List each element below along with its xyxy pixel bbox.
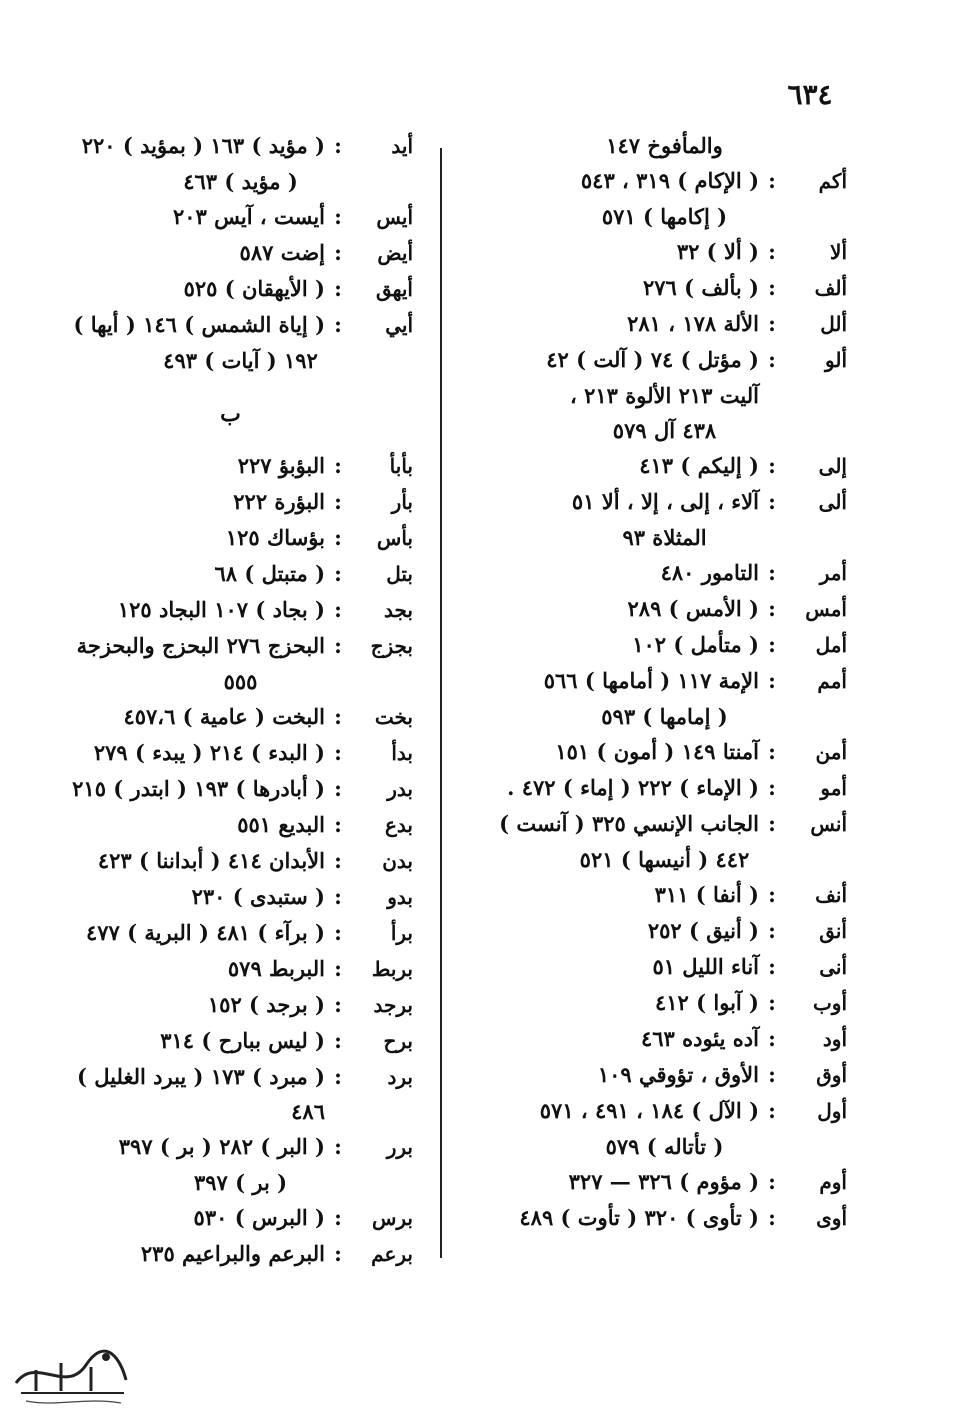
entry-separator: : [334,489,342,514]
entry-separator: : [334,312,342,337]
entry-text: آده يئوده ٤٦٣ [640,1026,759,1051]
entry-text: البرعم والبراعيم ٢٣٥ [140,1241,325,1266]
entry-continuation: ( تأتاله ) ٥٧٩ [605,1134,724,1159]
entry-separator: : [334,920,342,945]
entry-root: برأ [390,921,413,945]
index-entry [48,235,413,271]
index-entry [462,234,847,270]
entry-text: آناء الليل ٥١ [652,954,759,979]
index-entry [48,128,413,164]
entry-separator: : [768,311,776,336]
entry-separator: : [768,168,776,193]
entry-separator: : [768,347,776,372]
entry-continuation: آليت ٢١٣ الألوة ٢١٣ ، [570,383,759,408]
entry-separator: : [768,453,776,478]
entry-text: ( ألا ) ٣٢ [676,239,759,264]
entry-root: أمم [817,669,847,693]
index-entry [462,949,847,985]
entry-root: ألى [818,490,847,514]
entry-separator: : [334,453,342,478]
entry-text: البخت ( عامية ) ٤٥٧،٦ [123,704,325,729]
entry-root: برد [387,1065,413,1089]
index-entry [48,951,413,987]
entry-root: بتل [386,562,413,586]
entry-root: أمر [819,561,847,585]
entry-text: البديع ٥٥١ [237,812,325,837]
right-column [462,128,847,1236]
entry-separator: : [768,918,776,943]
index-entry [48,807,413,843]
entry-text: ( متأمل ) ١٠٢ [632,632,759,657]
index-entry [462,913,847,949]
index-entry [462,342,847,378]
index-entry [462,448,847,484]
entry-separator: : [334,561,342,586]
entry-text: ( الآل ) ١٨٤ ، ٤٩١ ، ٥٧١ [539,1098,759,1123]
entry-separator: : [768,239,776,264]
entry-separator: : [768,1169,776,1194]
entry-text: البؤبؤ ٢٢٧ [237,453,325,478]
entry-text: آمنتا ١٤٩ ( أمون ) ١٥١ [555,739,759,764]
entry-separator: : [334,276,342,301]
entry-text: ( الأمس ) ٢٨٩ [627,596,759,621]
entry-text: الأوق ، تؤوقي ١٠٩ [597,1062,759,1087]
entry-separator: : [334,1205,342,1230]
entry-text: ( البرس ) ٥٣٠ [193,1205,325,1230]
entry-text: البؤرة ٢٢٢ [233,489,325,514]
entry-separator: : [334,704,342,729]
entry-root: ألل [820,312,847,336]
index-entry [48,915,413,951]
entry-text: ( البر ) ٢٨٢ ( بر ) ٣٩٧ [118,1134,325,1159]
library-stamp-logo [6,1335,136,1413]
index-entry [48,628,413,664]
entry-continuation: ( إمامها ) ٥٩٣ [601,704,728,729]
entry-root: ألا [830,240,847,264]
entry-text: البربط ٥٧٩ [227,956,325,981]
entry-continuation: ( إكامها ) ٥٧١ [601,204,728,229]
entry-root: ألو [825,348,847,372]
entry-root: أوق [816,1063,847,1087]
entry-root: أكم [818,169,847,193]
index-entry [48,271,413,307]
left-column-bottom [48,448,413,1272]
index-entry [462,985,847,1021]
entry-root: برس [371,1206,413,1230]
entry-separator: : [334,884,342,909]
index-entry [48,1129,413,1165]
entry-root: أيض [377,241,413,265]
entry-separator: : [768,632,776,657]
entry-continuation: ٤٤٢ ( أنيسها ) ٥٢١ [579,847,750,872]
entry-root: بدو [387,885,413,909]
entry-root: أنق [819,919,847,943]
column-divider [440,148,442,1258]
index-entry [48,520,413,556]
entry-text: أيست ، آيس ٢٠٣ [172,204,325,229]
entry-root: بربط [371,957,413,981]
entry-separator: : [334,740,342,765]
entry-continuation: المثلاة ٩٣ [622,525,707,550]
entry-text: ( ستبدى ) ٢٣٠ [191,884,325,909]
entry-root: أمس [805,597,847,621]
entry-separator: : [334,1134,342,1159]
entry-root: أمن [815,740,847,764]
page-number: ٦٣٤ [787,78,833,111]
entry-separator: : [334,1241,342,1266]
left-column [48,128,413,1272]
index-entry [462,770,847,806]
index-entry [462,163,847,199]
entry-separator: : [768,489,776,514]
entry-separator: : [334,956,342,981]
entry-root: برجد [373,993,413,1017]
entry-text: ( أبادرها ) ١٩٣ ( ابتدر ) ٢١٥ [72,776,325,801]
entry-text: بؤساك ١٢٥ [225,525,325,550]
entry-root: برر [386,1135,413,1159]
entry-text: ( الإكام ) ٣١٩ ، ٥٤٣ [580,168,759,193]
entry-text: ( إياة الشمس ) ١٤٦ ( أيها ) [73,312,325,337]
entry-separator: : [334,525,342,550]
index-entry [462,1200,847,1236]
index-entry [48,199,413,235]
entry-root: بأس [376,526,413,550]
entry-root: أمل [815,633,847,657]
index-entry [48,1023,413,1059]
entry-root: بأر [391,490,413,514]
entry-root: أيس [376,205,413,229]
entry-text: ( الأيهقان ) ٥٢٥ [183,276,325,301]
entry-text: ( آبوا ) ٤١٢ [654,990,759,1015]
index-entry [48,771,413,807]
entry-text: ( إليكم ) ٤١٣ [639,453,759,478]
entry-separator: : [334,133,342,158]
entry-root: أنس [810,812,847,836]
entry-root: بدأ [391,741,413,765]
index-entry [48,1059,413,1129]
entry-root: أمو [820,776,847,800]
entry-text: إضت ٥٨٧ [239,240,325,265]
index-entry [462,1164,847,1200]
entry-root: أنف [815,883,847,907]
entry-text: الجانب الإنسي ٣٢٥ ( آنست ) [499,811,759,836]
entry-text: الإمة ١١٧ ( أمامها ) ٥٦٦ [543,668,759,693]
index-entry [462,877,847,913]
index-entry [48,699,413,735]
entry-separator: : [334,240,342,265]
entry-text: ( البدء ) ٢١٤ ( يبدء ) ٢٧٩ [93,740,325,765]
entry-root: أول [817,1099,847,1123]
entry-text: ( أنيق ) ٢٥٢ [647,918,759,943]
index-entry [462,306,847,342]
entry-root: أوم [819,1170,847,1194]
entry-separator: : [768,1026,776,1051]
entry-separator: : [334,1028,342,1053]
entry-text: ( مبرد ) ١٧٣ ( يبرد الغليل ) ٤٨٦ [77,1064,325,1124]
entry-root: أنى [819,955,847,979]
entry-text: الألة ١٧٨ ، ٢٨١ [627,311,759,336]
entry-root: بجزج [370,634,413,658]
index-entry [462,591,847,627]
index-entry [48,843,413,879]
index-entry [48,592,413,628]
entry-root: إلى [818,454,847,478]
entry-root: أوى [816,1206,847,1230]
index-entry [48,1236,413,1272]
entry-root: بدع [385,813,413,837]
entry-text: ( مؤوم ) ٣٢٦ — ٣٢٧ [568,1169,759,1194]
index-entry [462,1057,847,1093]
entry-root: بخت [374,705,413,729]
entry-separator: : [768,668,776,693]
entry-separator: : [768,1098,776,1123]
entry-root: أيي [385,313,413,337]
index-entry [48,307,413,343]
entry-text: ( مؤيد ) ١٦٣ ( بمؤيد ) ٢٢٠ [81,133,325,158]
entry-text: ( الإماء ) ٢٢٢ ( إماء ) ٤٧٢ . [507,775,759,800]
entry-root: ألف [814,276,847,300]
entry-text: ( برآء ) ٤٨١ ( البرية ) ٤٧٧ [85,920,325,945]
index-entry [462,627,847,663]
index-entry [48,556,413,592]
entry-separator: : [768,990,776,1015]
index-entry [48,879,413,915]
entry-continuation: ( مؤيد ) ٤٦٣ [183,169,298,194]
entry-root: أود [822,1027,847,1051]
entry-separator: : [334,848,342,873]
entry-root: برعم [371,1242,413,1266]
entry-separator: : [334,597,342,622]
entry-separator: : [768,1062,776,1087]
entry-separator: : [768,811,776,836]
index-entry [48,448,413,484]
entry-text: ( برجد ) ١٥٢ [207,992,325,1017]
entry-root: أيهق [375,277,413,301]
entry-text: ( مؤتل ) ٧٤ ( آلت ) ٤٢ [546,347,759,372]
entry-separator: : [334,992,342,1017]
entry-text: ( بألف ) ٢٧٦ [642,275,759,300]
entry-text: ( تأوى ) ٣٢٠ ( تأوت ) ٤٨٩ [519,1205,759,1230]
index-entry [462,734,847,770]
entry-text: آلاء ، إلى ، إلا ، ألا ٥١ [571,489,759,514]
entry-separator: : [334,776,342,801]
entry-text: ( أنفا ) ٣١١ [654,882,759,907]
entry-text: ( بجاد ) ١٠٧ البجاد ١٢٥ [117,597,325,622]
entry-text: ( متبتل ) ٦٨ [214,561,325,586]
index-entry [48,1200,413,1236]
entry-separator: : [334,633,342,658]
entry-root: أيد [391,134,413,158]
entry-text: البحزج ٢٧٦ البحزج والبحزجة [76,633,325,658]
entry-separator: : [334,1064,342,1089]
left-column-top [48,128,413,378]
entry-continuation: ١٩٢ ( آيات ) ٤٩٣ [163,348,318,373]
entry-separator: : [768,775,776,800]
entry-text: ( ليس ببارح ) ٣١٤ [160,1028,325,1053]
entry-separator: : [768,739,776,764]
entry-root: بدر [387,777,413,801]
index-entry [462,484,847,520]
entry-separator: : [768,882,776,907]
entry-continuation: ٤٣٨ آل ٥٧٩ [612,418,717,443]
entry-continuation: ( بر ) ٣٩٧ [193,1170,288,1195]
entry-root: بدن [382,849,413,873]
index-entry [48,735,413,771]
entry-continuation: ٥٥٥ [223,669,258,694]
index-entry [462,1093,847,1129]
index-entry [462,663,847,699]
section-letter: ب [220,401,241,427]
entry-root: أوب [812,991,847,1015]
entry-root: بجد [384,598,413,622]
entry-separator: : [768,275,776,300]
index-entry [462,270,847,306]
index-entry [462,555,847,591]
index-entry [462,806,847,842]
entry-separator: : [768,596,776,621]
index-entry [48,987,413,1023]
index-entry [48,484,413,520]
entry-separator: : [768,560,776,585]
entry-root: بأبأ [389,454,413,478]
entry-separator: : [768,1205,776,1230]
entry-separator: : [334,204,342,229]
entry-root: برح [383,1029,413,1053]
entry-separator: : [334,812,342,837]
entry-text: التامور ٤٨٠ [660,560,759,585]
entry-text: الأبدان ٤١٤ ( أبداننا ) ٤٢٣ [97,848,325,873]
index-entry [462,1021,847,1057]
entry-continuation: والمأفوخ ١٤٧ [606,133,723,158]
entry-separator: : [768,954,776,979]
